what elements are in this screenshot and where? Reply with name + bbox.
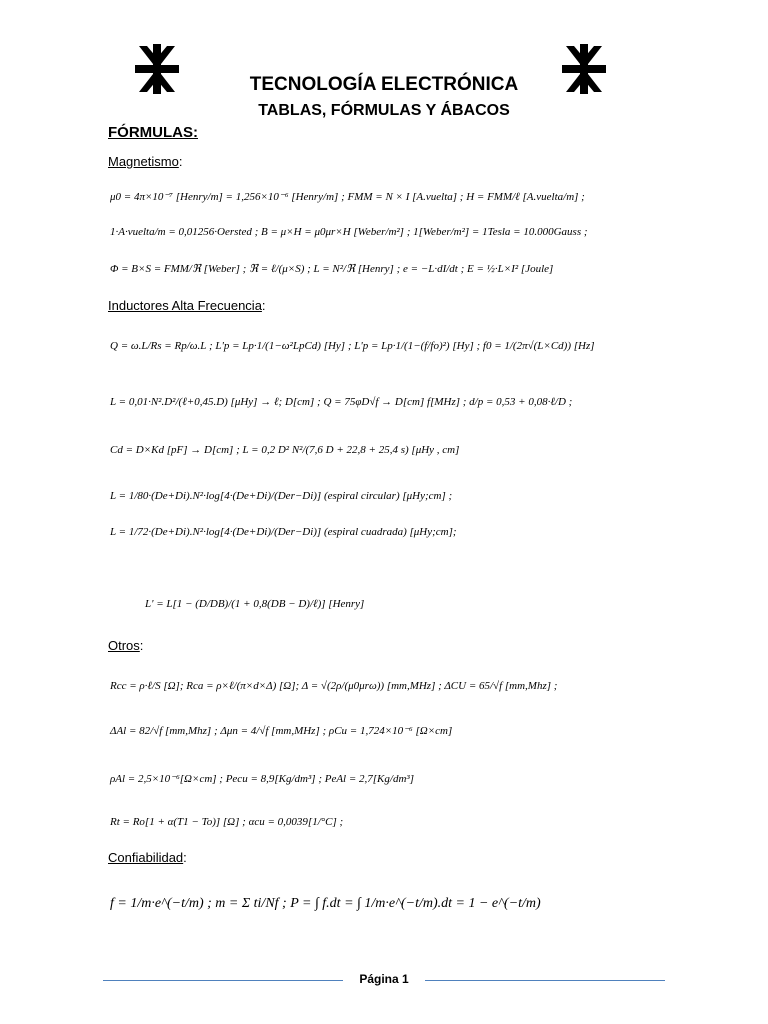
formula-magnetism-3: Φ = B×S = FMM/ℜ [Weber] ; ℜ = ℓ/(μ×S) ; L = N²/ℜ [Henry] ; e = −L·dI/dt ; E = ½·L×I² [Joule]: [110, 263, 554, 275]
formula-magnetism-1: μ0 = 4π×10⁻⁷ [Henry/m] = 1,256×10⁻⁶ [Henry/m] ; FMM = N × I [A.vuelta] ; H = FMM/ℓ [A.vuelta/m] ;: [110, 191, 585, 203]
formula-otros-2: ΔAl = 82/√f [mm,Mhz] ; Δμn = 4/√f [mm,MHz] ; ρCu = 1,724×10⁻⁶ [Ω×cm]: [110, 725, 453, 737]
section-confiabilidad: Confiabilidad:: [108, 850, 187, 865]
section-label: Magnetismo: [108, 154, 179, 169]
section-label: Inductores Alta Frecuencia: [108, 298, 262, 313]
formula-confiabilidad-1: f = 1/m·e^(−t/m) ; m = Σ ti/Nf ; P = ∫ f.dt = ∫ 1/m·e^(−t/m).dt = 1 − e^(−t/m): [110, 896, 541, 911]
formula-inductor-1: Q = ω.L/Rs = Rp/ω.L ; L'p = Lp·1/(1−ω²LpCd) [Hy] ; L'p = Lp·1/(1−(f/fo)²) [Hy] ; f0 = 1/(2π√(L×Cd)) [Hz]: [110, 340, 595, 352]
page-title: TECNOLOGÍA ELECTRÓNICA: [249, 74, 519, 95]
section-magnetismo: Magnetismo:: [108, 154, 183, 169]
formula-inductor-2: L = 0,01·N².D²/(ℓ+0,45.D) [μHy] → ℓ; D[cm] ; Q = 75φD√f → D[cm] f[MHz] ; d/p = 0,53 + 0,08·ℓ/D ;: [110, 396, 573, 408]
formula-magnetism-2: 1·A·vuelta/m = 0,01256·Oersted ; B = μ×H = μ0μr×H [Weber/m²] ; 1[Weber/m²] = 1Tesla = 10.000Gauss ;: [110, 226, 588, 238]
section-label: Otros: [108, 638, 140, 653]
page-number: Página 1: [0, 972, 768, 986]
formula-inductor-5: L = 1/72·(De+Di).N²·log[4·(De+Di)/(Der−Di)] (espiral cuadrada) [μHy;cm];: [110, 526, 457, 538]
formula-inductor-4: L = 1/80·(De+Di).N²·log[4·(De+Di)/(Der−Di)] (espiral circular) [μHy;cm] ;: [110, 490, 453, 502]
page-subtitle: TABLAS, FÓRMULAS Y ÁBACOS: [258, 102, 510, 119]
formula-otros-3: ρAl = 2,5×10⁻⁶[Ω×cm] ; Pecu = 8,9[Kg/dm³] ; PeAl = 2,7[Kg/dm³]: [110, 773, 414, 785]
section-label: Confiabilidad: [108, 850, 184, 865]
formula-otros-1: Rcc = ρ·ℓ/S [Ω]; Rca = ρ×ℓ/(π×d×Δ) [Ω]; Δ = √(2ρ/(μ0μrω)) [mm,MHz] ; ΔCU = 65/√f [mm,Mhz] ;: [110, 680, 558, 692]
formula-inductor-6: L' = L[1 − (D/DB)/(1 + 0,8(DB − D)/ℓ)] [Henry]: [145, 598, 365, 610]
section-inductores: Inductores Alta Frecuencia:: [108, 298, 266, 313]
formula-otros-4: Rt = Ro[1 + α(T1 − To)] [Ω] ; αcu = 0,0039[1/°C] ;: [110, 816, 344, 828]
section-otros: Otros:: [108, 638, 144, 653]
formula-inductor-3: Cd = D×Kd [pF] → D[cm] ; L = 0,2 D² N²/(7,6 D + 22,8 + 25,4 s) [μHy , cm]: [110, 444, 460, 456]
formulas-heading: FÓRMULAS:: [108, 124, 198, 141]
